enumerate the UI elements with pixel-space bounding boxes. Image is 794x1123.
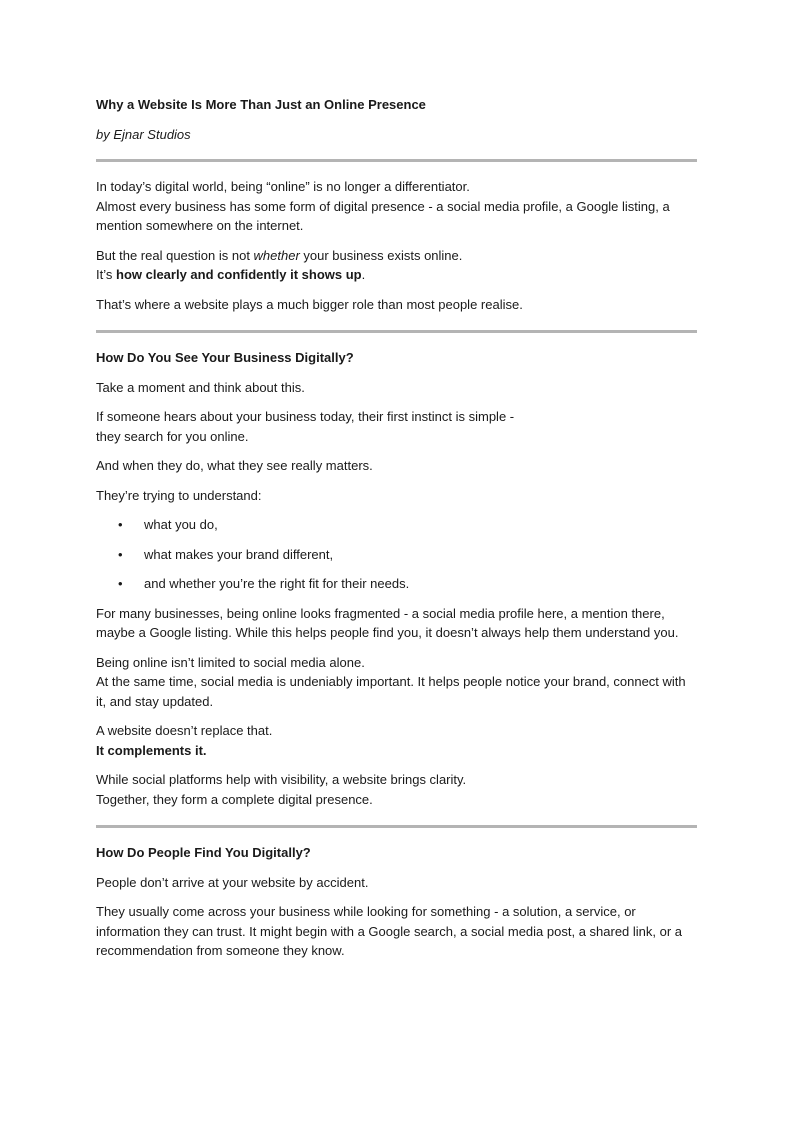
section1-paragraph-2 bbox=[96, 407, 697, 446]
section1-paragraph-4: They’re trying to understand: bbox=[96, 487, 262, 503]
section1-p2-line1: If someone hears about your business today, their first instinct is simple - bbox=[96, 409, 515, 424]
divider bbox=[96, 330, 697, 333]
section1-paragraph-5: For many businesses, being online looks fragmented - a social media profile here, a mention there, maybe a Google listing. While this helps people find you, it doesn’t always help them understand you. bbox=[96, 605, 679, 640]
divider bbox=[96, 159, 697, 162]
section2-paragraph-1: People don’t arrive at your website by accident. bbox=[96, 874, 369, 890]
section1-paragraph-1: Take a moment and think about this. bbox=[96, 379, 305, 395]
intro-p1-line1: In today’s digital world, being “online” is no longer a differentiator. bbox=[96, 179, 470, 194]
section1-paragraph-6 bbox=[96, 653, 697, 712]
section1-p7-line1: A website doesn’t replace that. bbox=[96, 723, 273, 738]
section-heading-find-you-digitally: How Do People Find You Digitally? bbox=[96, 845, 311, 860]
intro-paragraph-2 bbox=[96, 246, 697, 285]
section1-p2-line2: they search for you online. bbox=[96, 428, 249, 444]
section1-paragraph-7 bbox=[96, 721, 697, 760]
section1-p6-line2: At the same time, social media is undeniably important. It helps people notice your brand, connect with it, and stay updated. bbox=[96, 674, 686, 709]
section-heading-business-digitally: How Do You See Your Business Digitally? bbox=[96, 350, 354, 365]
section2-paragraph-2: They usually come across your business while looking for something - a solution, a service, or information they can trust. It might begin with a Google search, a social media post, a shared link, or a recommendation from someone they know. bbox=[96, 904, 683, 958]
list-item: • and whether you’re the right fit for their needs. bbox=[96, 574, 697, 594]
section1-p7-line2-bold: It complements it. bbox=[96, 742, 207, 758]
intro-p2-line2-bold: how clearly and confidently it shows up bbox=[116, 267, 362, 282]
intro-p2-line2-post: . bbox=[361, 267, 366, 282]
intro-p2-line2-pre: It’s bbox=[96, 267, 116, 282]
section1-p6-line1: Being online isn’t limited to social media alone. bbox=[96, 654, 365, 670]
intro-paragraph-3: That’s where a website plays a much bigger role than most people realise. bbox=[96, 296, 523, 312]
document-title: Why a Website Is More Than Just an Online Presence bbox=[96, 97, 426, 112]
section1-paragraph-8 bbox=[96, 770, 697, 809]
intro-p2-post: your business exists online. bbox=[299, 247, 463, 263]
section1-p8-line1: While social platforms help with visibility, a website brings clarity. bbox=[96, 772, 467, 787]
intro-paragraph-1 bbox=[96, 177, 697, 236]
intro-p1-line2: Almost every business has some form of digital presence - a social media profile, a Google listing, a mention somewhere on the internet. bbox=[96, 198, 670, 233]
list-item: • what you do, bbox=[96, 515, 697, 535]
intro-p2-pre: But the real question is not bbox=[96, 247, 254, 263]
document-page bbox=[96, 95, 697, 971]
byline: by Ejnar Studios bbox=[96, 126, 191, 142]
divider bbox=[96, 825, 697, 828]
intro-p2-emphasis: whether bbox=[253, 247, 300, 263]
section1-paragraph-3: And when they do, what they see really matters. bbox=[96, 458, 373, 473]
bullet-list bbox=[96, 515, 697, 594]
section1-p8-line2: Together, they form a complete digital presence. bbox=[96, 791, 373, 807]
list-item: • what makes your brand different, bbox=[96, 545, 697, 565]
